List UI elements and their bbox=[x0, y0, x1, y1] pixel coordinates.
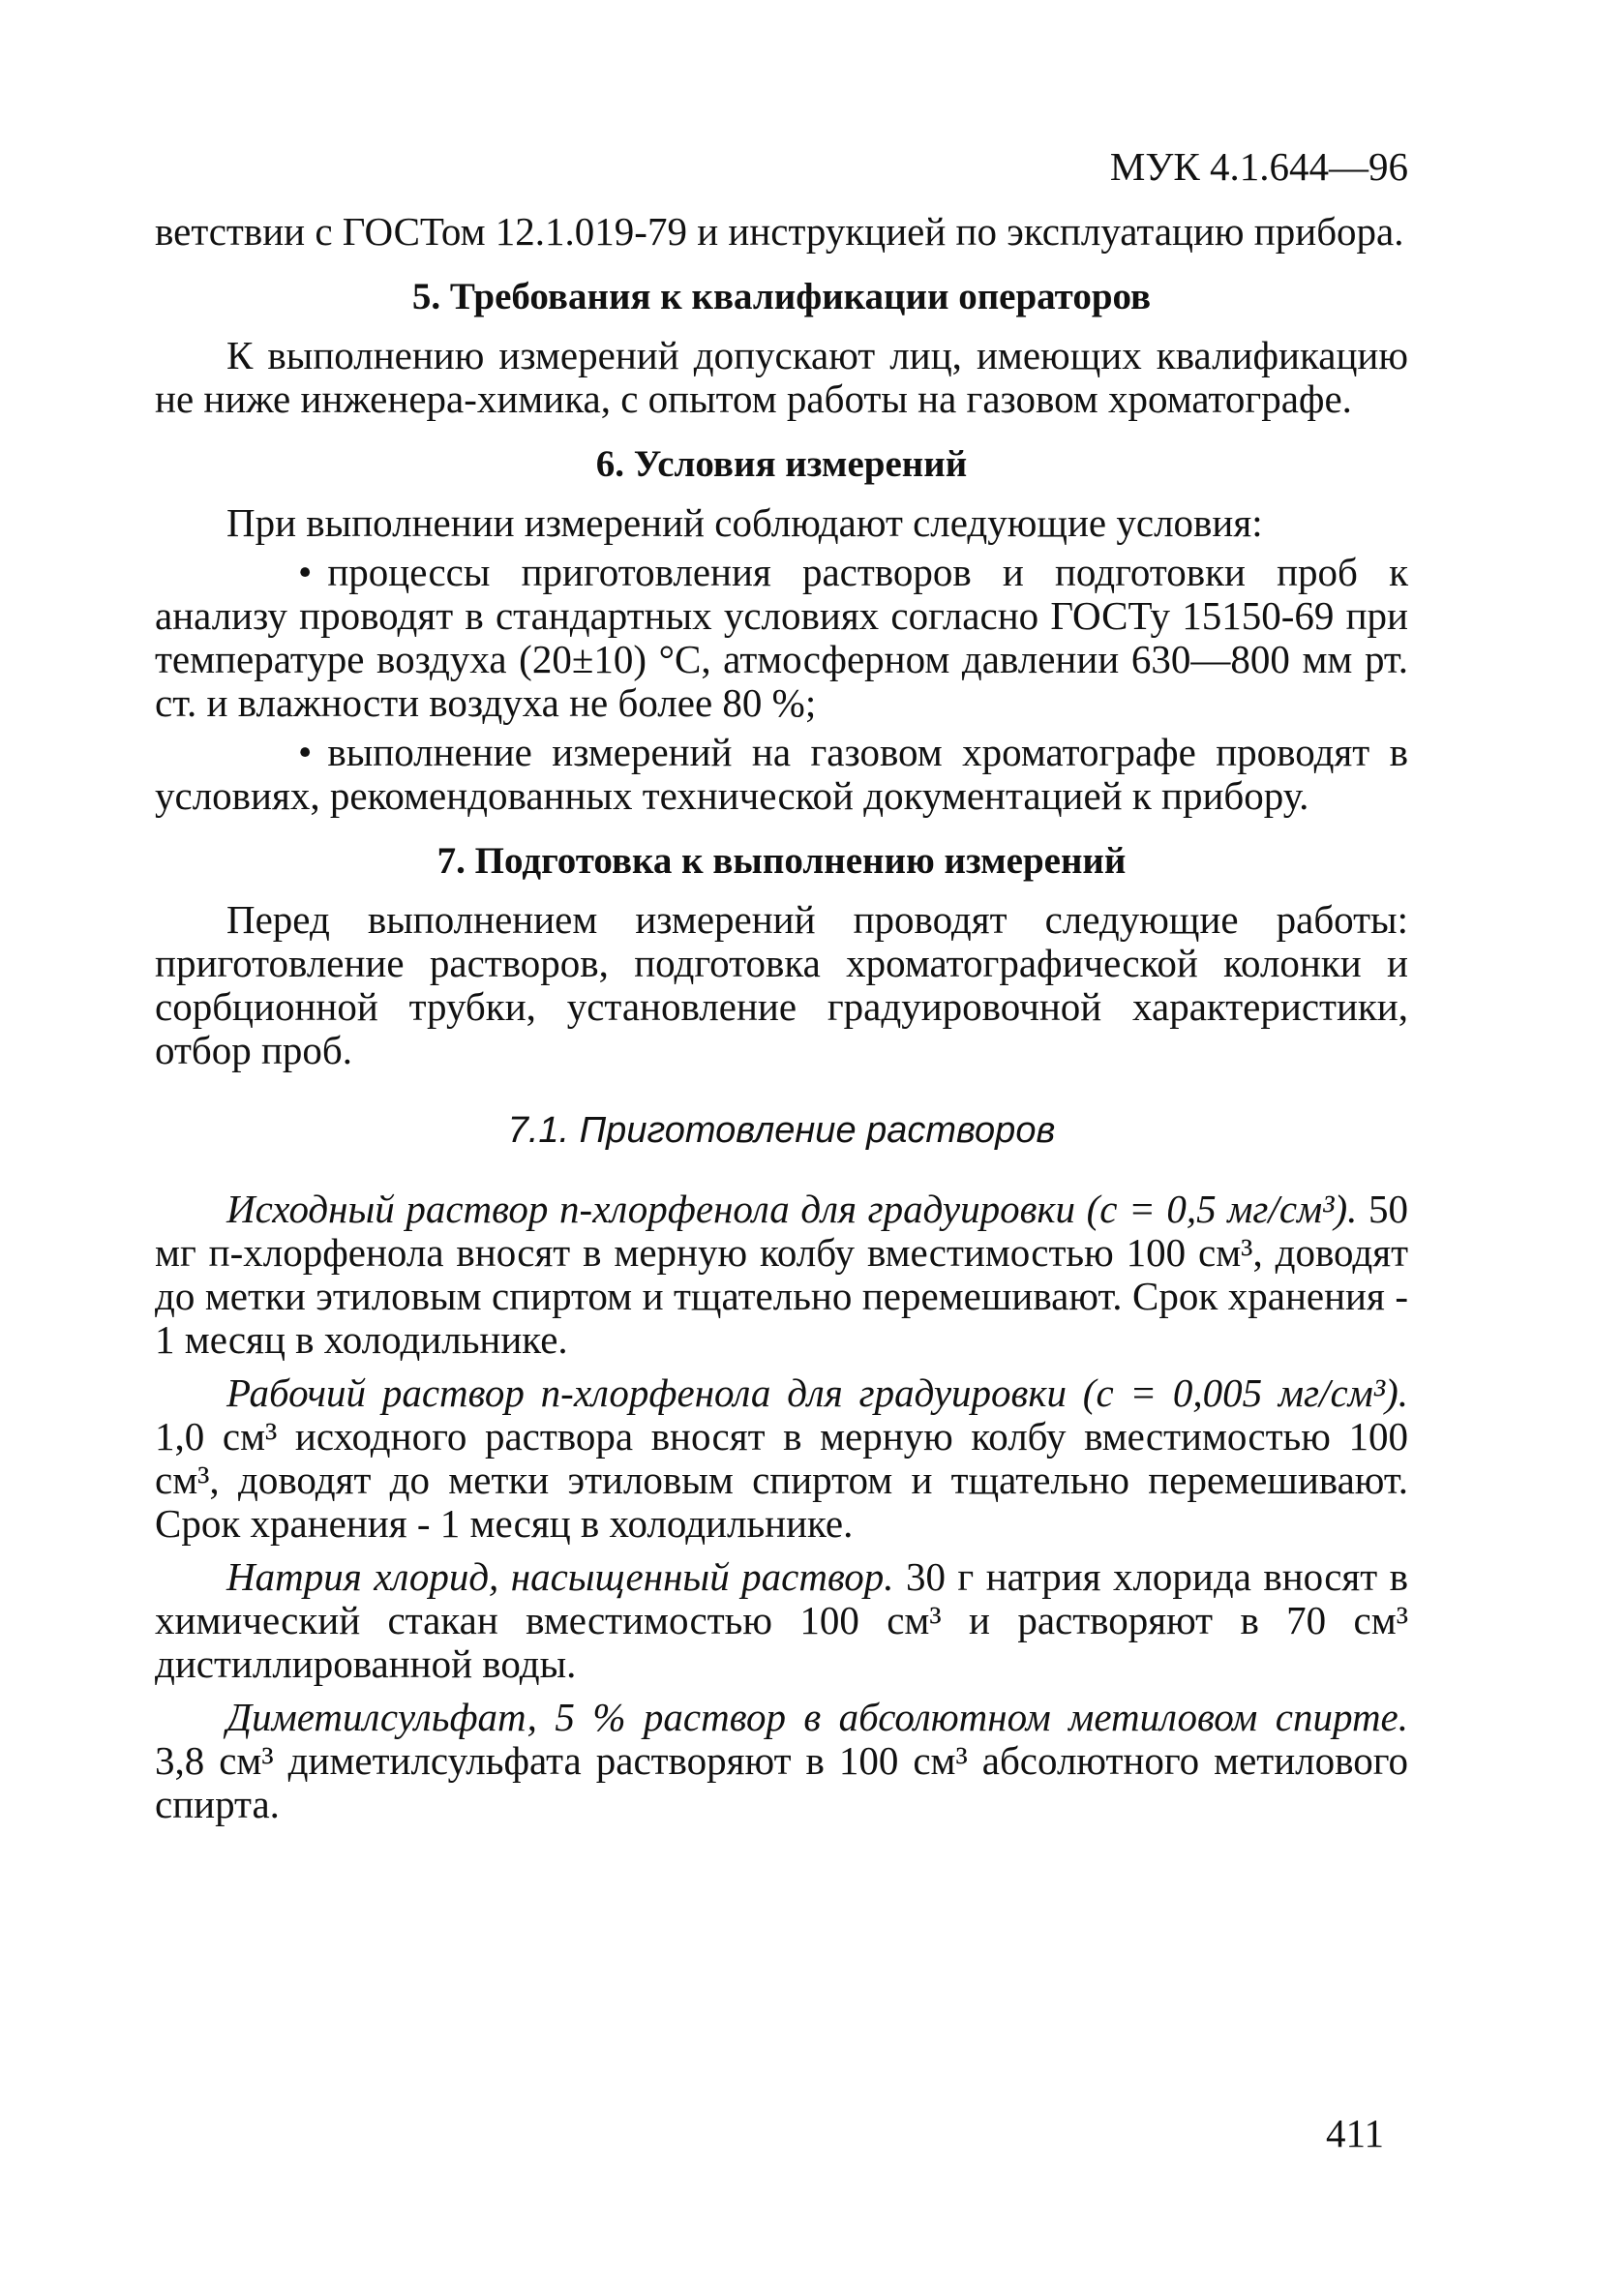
solution-paragraph bbox=[155, 1696, 1408, 1826]
document-page bbox=[155, 145, 1408, 1826]
running-header: МУК 4.1.644—96 bbox=[1109, 144, 1408, 189]
solution-text: 3,8 см³ диметилсульфата растворяют в 100 см³ абсолютного метилового спирта. bbox=[155, 1738, 1408, 1826]
solution-text: 1,0 см³ исходного раствора вносят в мерную колбу вместимостью 100 см³, доводят до метки этиловым спиртом и тщательно перемешивают. Срок хранения - 1 месяц в холодильнике. bbox=[155, 1414, 1408, 1546]
solution-term: Исходный раствор п-хлорфенола для градуировки (с = 0,5 мг/см³). bbox=[226, 1187, 1358, 1231]
solution-paragraph bbox=[155, 1188, 1408, 1362]
solution-term: Диметилсульфат, 5 % раствор в абсолютном метиловом спирте. bbox=[226, 1695, 1408, 1739]
solution-text: 50 мг п-хлорфенола вносят в мерную колбу вместимостью 100 см³, доводят до метки этиловым спиртом и тщательно перемешивают. Срок хранения - 1 месяц в холодильнике. bbox=[155, 1187, 1408, 1362]
section-5-heading: 5. Требования к квалификации операторов bbox=[411, 276, 1152, 317]
section-7-paragraph: Перед выполнением измерений проводят следующие работы: приготовление растворов, подготовка хроматографической колонки и сорбционной трубки, установление градуировочной характеристики, отбор проб. bbox=[155, 897, 1408, 1072]
bullet-icon: • bbox=[298, 550, 313, 594]
bullet-text: выполнение измерений на газовом хроматографе проводят в условиях, рекомендованных технической документацией к прибору. bbox=[155, 730, 1408, 818]
solution-term: Рабочий раствор п-хлорфенола для градуировки (с = 0,005 мг/см³). bbox=[226, 1370, 1408, 1415]
bullet-item bbox=[155, 731, 1408, 818]
solution-paragraph bbox=[155, 1371, 1408, 1546]
section-7-heading: 7. Подготовка к выполнению измерений bbox=[436, 840, 1127, 882]
bullet-text: процессы приготовления растворов и подготовки проб к анализу проводят в стандартных условиях согласно ГОСТу 15150-69 при температуре воздуха (20±10) °С, атмосферном давлении 630—800 мм рт. ст. и влажности воздуха не более 80 %; bbox=[155, 550, 1408, 725]
bullet-icon: • bbox=[298, 730, 313, 774]
solution-term: Натрия хлорид, насыщенный раствор. bbox=[226, 1554, 894, 1599]
subsection-7-1-heading: 7.1. Приготовление растворов bbox=[507, 1110, 1056, 1151]
solution-paragraph bbox=[155, 1555, 1408, 1686]
bullet-item bbox=[155, 551, 1408, 725]
page-number: 411 bbox=[1326, 2111, 1384, 2155]
section-6-intro: При выполнении измерений соблюдают следующие условия: bbox=[226, 500, 1263, 545]
section-6-heading: 6. Условия измерений bbox=[595, 443, 968, 485]
solution-text: 30 г натрия хлорида вносят в химический стакан вместимостью 100 см³ и растворяют в 70 см³ дистиллированной воды. bbox=[155, 1554, 1409, 1686]
continuation-paragraph: ветствии с ГОСТом 12.1.019-79 и инструкцией по эксплуатацию прибора. bbox=[155, 209, 1404, 254]
section-5-paragraph: К выполнению измерений допускают лиц, имеющих квалификацию не ниже инженера-химика, с опытом работы на газовом хроматографе. bbox=[155, 333, 1408, 421]
